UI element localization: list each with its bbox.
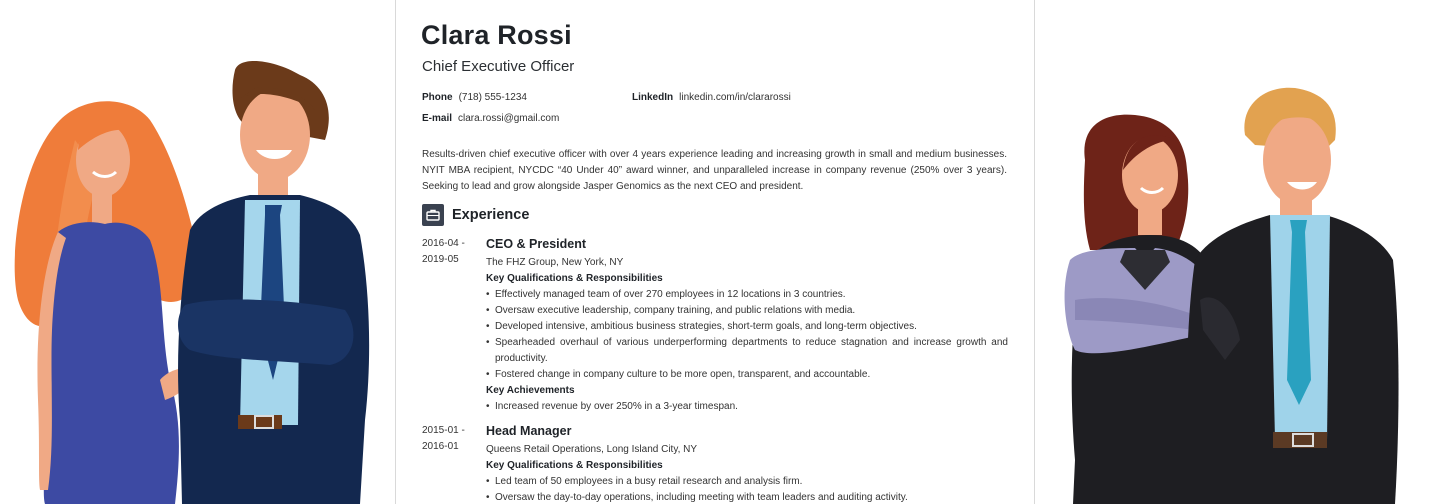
contact-phone bbox=[422, 92, 527, 103]
briefcase-icon bbox=[422, 204, 444, 226]
email-value: clara.rossi@gmail.com bbox=[458, 113, 560, 124]
job-company: Queens Retail Operations, Long Island City, NY bbox=[486, 444, 698, 455]
job-body bbox=[486, 423, 1008, 504]
job-start-date: 2015-01 - bbox=[422, 425, 465, 436]
job-dates bbox=[422, 423, 482, 455]
summary-paragraph: Results-driven chief executive officer with over 4 years experience leading and increasing growth in small and medium businesses. NYIT MBA recipient, NYCDC “40 Under 40” award winner, and unparalleled increase in company revenue (250% over 3 years). Seeking to lead and grow alongside Jasper Genomics as the next CEO and president. bbox=[422, 149, 1007, 192]
left-people-illustration bbox=[0, 0, 396, 504]
list-item: • Oversaw the day-to-day operations, including meeting with team leaders and auditing activity. bbox=[486, 490, 1008, 504]
experience-title: Experience bbox=[452, 207, 530, 223]
resume-name: Clara Rossi bbox=[421, 20, 572, 50]
list-item: • Developed intensive, ambitious business strategies, short-term goals, and long-term objectives. bbox=[486, 319, 1008, 335]
qualifications-list bbox=[486, 287, 1008, 383]
qualifications-list bbox=[486, 474, 1008, 504]
right-people-illustration bbox=[1035, 0, 1429, 504]
job-end-date: 2019-05 bbox=[422, 254, 459, 265]
phone-value: (718) 555-1234 bbox=[458, 92, 527, 103]
job-company: The FHZ Group, New York, NY bbox=[486, 257, 624, 268]
job-body bbox=[486, 236, 1008, 415]
experience-section-header bbox=[422, 204, 529, 226]
linkedin-value: linkedin.com/in/clararossi bbox=[679, 92, 791, 103]
qualifications-heading: Key Qualifications & Responsibilities bbox=[486, 460, 663, 471]
job-title: Head Manager bbox=[486, 424, 572, 438]
phone-label: Phone bbox=[422, 92, 453, 103]
job-start-date: 2016-04 - bbox=[422, 238, 465, 249]
resume-document bbox=[395, 0, 1035, 504]
job-title: CEO & President bbox=[486, 237, 587, 251]
contact-email bbox=[422, 113, 559, 124]
man-figure-right bbox=[1187, 88, 1399, 504]
list-item: • Fostered change in company culture to be more open, transparent, and accountable. bbox=[486, 367, 1008, 383]
achievements-heading: Key Achievements bbox=[486, 385, 575, 396]
contact-linkedin bbox=[632, 92, 791, 103]
job-end-date: 2016-01 bbox=[422, 441, 459, 452]
job-dates bbox=[422, 236, 482, 268]
list-item: • Effectively managed team of over 270 employees in 12 locations in 3 countries. bbox=[486, 287, 1008, 303]
list-item: • Spearheaded overhaul of various underperforming departments to reduce stagnation and increase growth and productivity. bbox=[486, 335, 1008, 367]
qualifications-heading: Key Qualifications & Responsibilities bbox=[486, 273, 663, 284]
woman-figure-left bbox=[15, 101, 200, 504]
email-label: E-mail bbox=[422, 113, 453, 124]
list-item: • Led team of 50 employees in a busy retail research and analysis firm. bbox=[486, 474, 1008, 490]
linkedin-label: LinkedIn bbox=[632, 92, 674, 103]
list-item: • Increased revenue by over 250% in a 3-year timespan. bbox=[486, 399, 1008, 415]
man-figure-left bbox=[178, 61, 369, 504]
list-item: • Oversaw executive leadership, company training, and public relations with media. bbox=[486, 303, 1008, 319]
achievements-list bbox=[486, 399, 1008, 415]
resume-role: Chief Executive Officer bbox=[422, 58, 575, 75]
